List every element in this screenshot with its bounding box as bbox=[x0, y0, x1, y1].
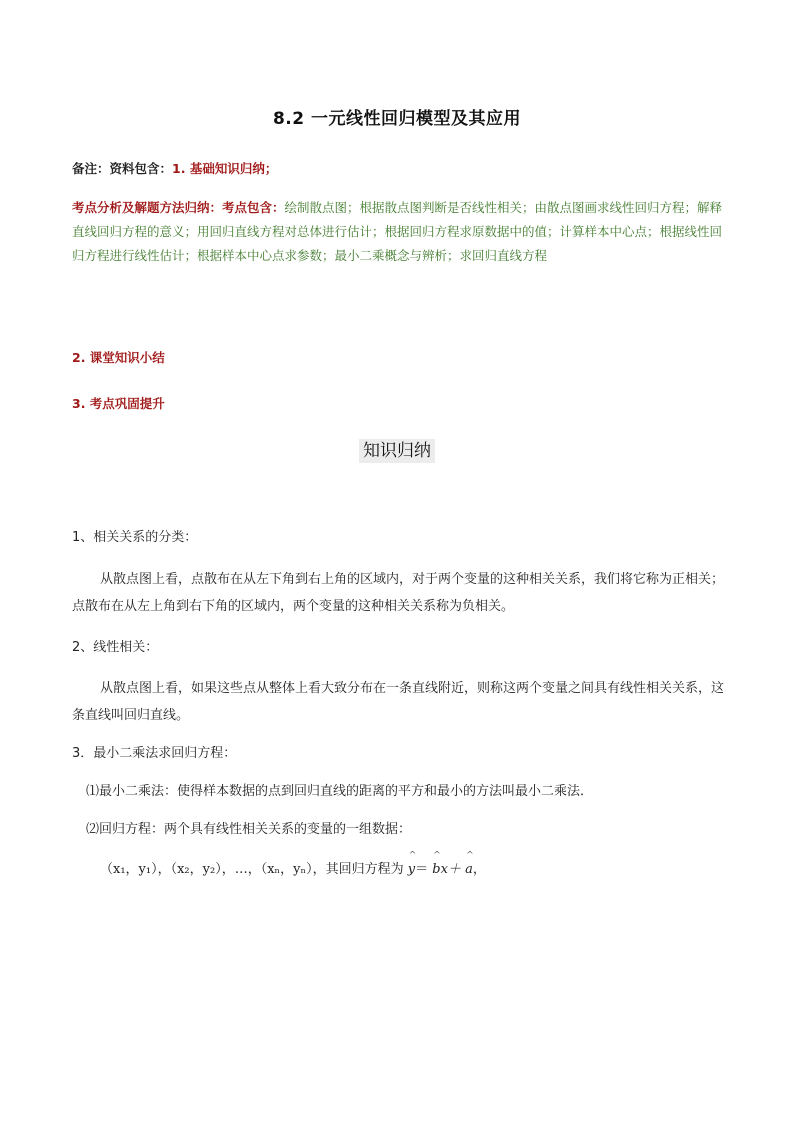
item-least-squares: ⑴最小二乘法：使得样本数据的点到回归直线的距离的平方和最小的方法叫最小二乘法． bbox=[86, 784, 594, 799]
kaodian-lead: 考点分析及解题方法归纳：考点包含： bbox=[72, 200, 285, 215]
knowledge-heading-text: 知识归纳 bbox=[359, 439, 435, 463]
paragraph-2: 从散点图上看，如果这些点从整体上看大致分布在一条直线附近，则称这两个变量之间具有线性相关关系，这条直线叫回归直线。 bbox=[72, 681, 725, 723]
formula-y-hat: ^ y bbox=[408, 862, 415, 877]
kaodian-paragraph bbox=[72, 196, 724, 268]
heading-1: 1、相关关系的分类： bbox=[72, 530, 198, 545]
formula-x-plus: x＋ bbox=[440, 862, 461, 877]
item-regression-equation: ⑵回归方程：两个具有线性相关关系的变量的一组数据： bbox=[86, 822, 412, 837]
heading-2: 2、线性相关： bbox=[72, 640, 159, 655]
knowledge-heading bbox=[0, 436, 794, 461]
paragraph-1: 从散点图上看，点散布在从左下角到右上角的区域内，对于两个变量的这种相关关系，我们将它称为正相关；点散布在从左上角到右下角的区域内，两个变量的这种相关关系称为负相关。 bbox=[72, 572, 725, 614]
page-title: 8.2 一元线性回归模型及其应用 bbox=[272, 109, 522, 129]
heading-3: 3．最小二乘法求回归方程： bbox=[72, 746, 237, 761]
note-label: 备注：资料包含： bbox=[72, 161, 173, 176]
section-3-heading: 3. 考点巩固提升 bbox=[72, 396, 165, 411]
note-item-1: 1. 基础知识归纳； bbox=[172, 161, 278, 176]
formula-end: ， bbox=[472, 862, 486, 877]
section-2-heading: 2. 课堂知识小结 bbox=[72, 350, 165, 365]
regression-formula bbox=[100, 858, 486, 877]
formula-a-hat: ^ a bbox=[465, 862, 473, 877]
formula-lead: 其回归方程为 bbox=[325, 862, 404, 877]
kaodian-text: 绘制散点图；根据散点图判断是否线性相关；由散点图画求线性回归方程；解释直线回归方程的意义；用回归直线方程对总体进行估计；根据回归方程求原数据中的值；计算样本中心点；根据线性回归方程进行线性估计；根据样本中心点求参数；最小二乘概念与辨析；求回归直线方程 bbox=[72, 200, 723, 263]
note-line bbox=[72, 159, 277, 177]
formula-eq: ＝ bbox=[415, 862, 429, 877]
formula-pairs: （x₁，y₁），（x₂，y₂），…，（xₙ，yₙ）， bbox=[100, 862, 326, 877]
formula-b-hat: ^ b bbox=[432, 862, 440, 877]
